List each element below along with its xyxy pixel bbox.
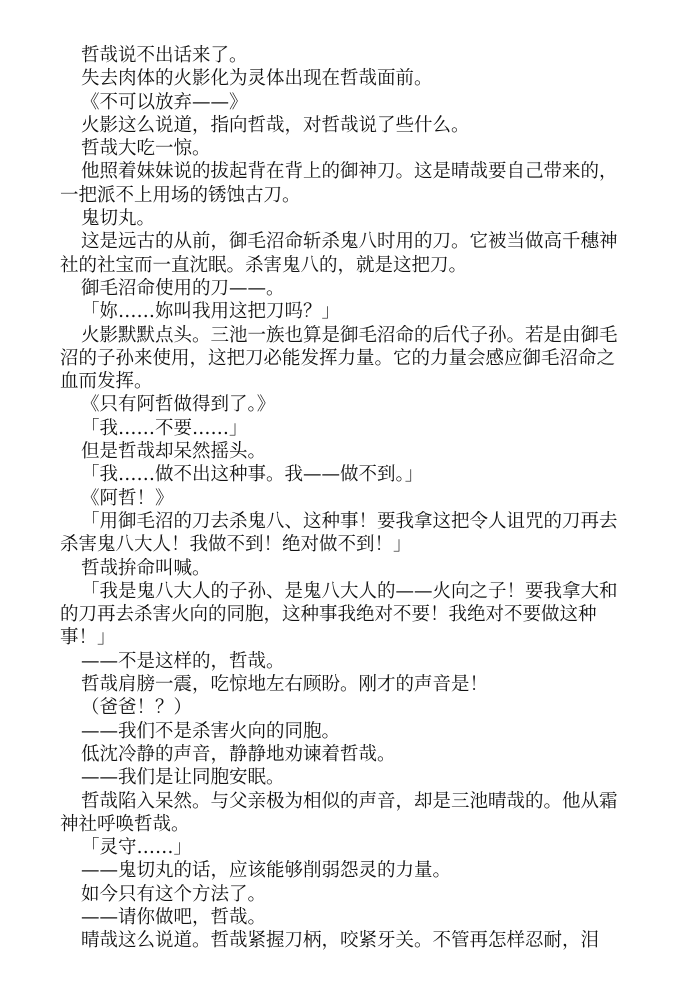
paragraph: 鬼切丸。 — [81, 208, 156, 230]
document-page — [60, 44, 630, 953]
paragraph: 「我……不要……」 — [81, 417, 248, 439]
paragraph: 「我……做不出这种事。我——做不到。」 — [81, 464, 424, 486]
paragraph: 哲哉说不出话来了。 — [81, 45, 248, 66]
paragraph: 《只有阿哲做得到了。》 — [81, 394, 276, 416]
paragraph: 晴哉这么说道。哲哉紧握刀柄，咬紧牙关。不管再怎样忍耐，泪 — [81, 930, 600, 952]
paragraph: ——我们是让同胞安眠。 — [81, 767, 285, 789]
paragraph: 他照着妹妹说的拔起背在背上的御神刀。这是晴哉要自己带来的，一把派不上用场的锈蚀古刀。 — [60, 161, 618, 206]
paragraph: 这是远古的从前，御毛沼命斩杀鬼八时用的刀。它被当做高千穗神社的社宝而一直沈眠。杀害鬼八的，就是这把刀。 — [60, 231, 618, 276]
paragraph: ——不是这样的，哲哉。 — [81, 650, 285, 672]
paragraph: 但是哲哉却呆然摇头。 — [81, 441, 267, 463]
paragraph: 「灵守……」 — [81, 837, 193, 859]
paragraph: （爸爸！？） — [81, 697, 193, 719]
paragraph: 《阿哲！》 — [81, 487, 174, 509]
paragraph: 「用御毛沼的刀去杀鬼八、这种事！要我拿这把令人诅咒的刀再去杀害鬼八大人！我做不到！绝对做不到！」 — [60, 510, 618, 556]
paragraph: 哲哉拚命叫喊。 — [81, 557, 211, 579]
paragraph: 哲哉肩膀一震，吃惊地左右顾盼。刚才的声音是！ — [81, 674, 489, 696]
paragraph: 哲哉陷入呆然。与父亲极为相似的声音，却是三池晴哉的。他从霜神社呼唤哲哉。 — [60, 790, 618, 835]
paragraph: ——鬼切丸的话，应该能够削弱怨灵的力量。 — [81, 860, 452, 882]
paragraph: 失去肉体的火影化为灵体出现在哲哉面前。 — [81, 68, 433, 90]
paragraph: 火影这么说道，指向哲哉，对哲哉说了些什么。 — [81, 114, 470, 136]
paragraph: 低沈冷静的声音，静静地劝谏着哲哉。 — [81, 743, 396, 765]
paragraph: 哲哉大吃一惊。 — [81, 138, 211, 160]
paragraph: 「我是鬼八大人的子孙、是鬼八大人的——火向之子！要我拿大和的刀再去杀害火向的同胞，这种事我绝对不要！我绝对不要做这种事！」 — [60, 580, 618, 649]
paragraph: ——请你做吧，哲哉。 — [81, 906, 267, 928]
paragraph: ——我们不是杀害火向的同胞。 — [81, 720, 341, 742]
paragraph: 御毛沼命使用的刀——。 — [81, 277, 285, 299]
paragraph: 「妳……妳叫我用这把刀吗？」 — [81, 301, 341, 323]
paragraph: 如今只有这个方法了。 — [81, 883, 267, 905]
paragraph: 火影默默点头。三池一族也算是御毛沼命的后代子孙。若是由御毛沼的子孙来使用，这把刀必能发挥力量。它的力量会感应御毛沼命之血而发挥。 — [60, 324, 618, 393]
paragraph: 《不可以放弃——》 — [81, 91, 248, 113]
